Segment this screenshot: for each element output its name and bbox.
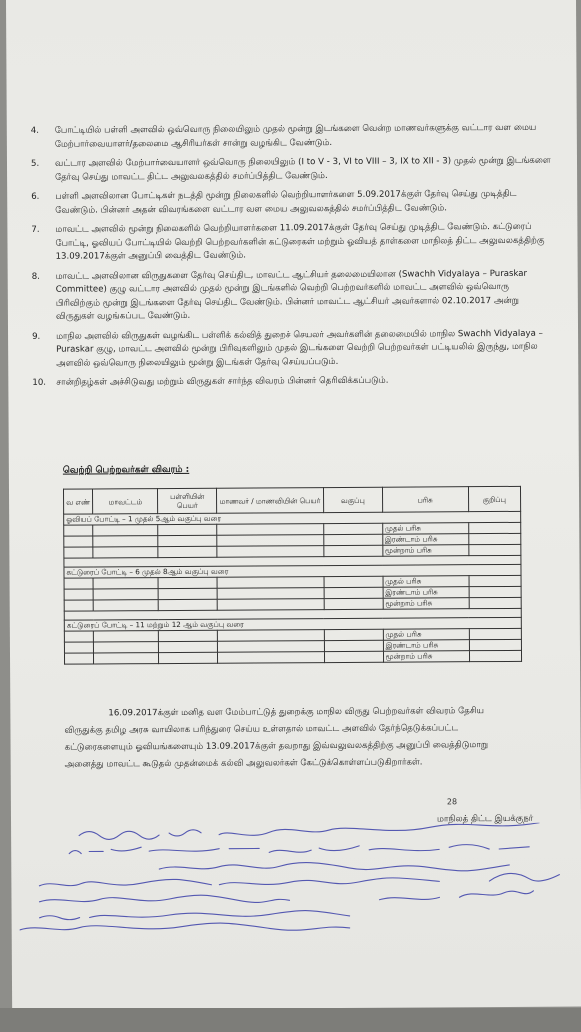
prize-cell: மூன்றாம் பரிசு [383, 651, 469, 663]
section-title: கட்டுரைப் போட்டி – 6 முதல் 8ஆம் வகுப்பு வரை [64, 564, 521, 578]
list-item [31, 155, 551, 185]
column-header: மாணவர் / மாணவியின் பெயர் [217, 488, 324, 514]
closing-paragraph: 16.09.2017க்குள் மனித வள மேம்பாட்டுத் துறைக்கு மாநில விருது பெற்றவர்கள் விவரம் தேசிய விருதுக்கு தமிழ அரசு வாயிலாக பரிந்துரை செய்ய உள்ளதால் மாவட்ட அளவில் தேர்ந்தெடுக்கப்பட்ட கட்டுரைகளையும் ஓவியங்களையும் 13.09.2017க்குள் தவறாது இவ்வலுவலகத்திற்கு அனுப்பி வைத்திடுமாறு அனைத்து மாவட்ட கூடுதல் முதன்மைக் கல்வி அலுவலர்கள் கேட்டுக்கொள்ளப்படுகிறார்கள். [64, 706, 489, 770]
item-number: 8. [31, 271, 40, 282]
initial-mark: 28 [446, 797, 458, 807]
list-item [31, 221, 551, 265]
item-text: மாநில அளவில் விருதுகள் வழங்கிட பள்ளிக் கல்வித் துறைச் செயலர் அவர்களின் தலைமையில் மாநில Swachh Vidyalaya – Puraskar குழு, மாவட்ட அளவில் மூன்று பிரிவுகளிலும் முதல் இடங்களை வெற்றி பெற்றவர்கள் பட்டியலில் இருந்து, மாநில அளவில் ஒவ்வொரு நிலையிலும் மூன்று இடங்கள் தேர்வு செய்யப்படும். [56, 328, 543, 369]
background-edge [0, 1008, 581, 1032]
list-item [31, 188, 551, 218]
item-text: மாவட்ட அளவில் மூன்று நிலைகளில் வெற்றியாளர்களை 11.09.2017க்குள் தேர்வு செய்து முடித்திட வேண்டும். கட்டுரைப் போட்டி, ஓவியப் போட்டியில் வெற்றி பெற்றவர்களின் கட்டுரைகள் மற்றும் ஓவியத் தாள்களை மாநிலத் திட்ட அலுவலகத்திற்கு 13.09.2017க்குள் அனுப்பி வைத்திட வேண்டும். [55, 221, 545, 262]
prize-cell: இரண்டாம் பரிசு [383, 640, 469, 652]
list-item [32, 267, 552, 324]
handwritten-endorsement [19, 823, 580, 936]
column-header: குறிப்பு [468, 486, 521, 511]
column-header: பரிசு [382, 487, 468, 513]
winners-table [63, 486, 522, 665]
item-number: 6. [31, 191, 40, 202]
prize-cell: இரண்டாம் பரிசு [382, 534, 468, 546]
item-number: 4. [30, 125, 40, 136]
table-row [64, 650, 521, 664]
table-header-row [63, 486, 520, 514]
document-page [6, 0, 581, 1010]
prize-cell: இரண்டாம் பரிசு [383, 587, 469, 599]
column-header: பள்ளியின் பெயர் [158, 488, 217, 513]
instruction-list [31, 122, 553, 397]
item-text: சான்றிதழ்கள் அச்சிடுவது மற்றும் விருதுகள் சார்ந்த விவரம் பின்னர் தெரிவிக்கப்படும். [56, 375, 389, 388]
list-item [32, 374, 552, 391]
signatory-title: மாநிலத் திட்ட இயக்குநர் [436, 813, 534, 825]
prize-cell: மூன்றாம் பரிசு [383, 598, 469, 610]
prize-cell: மூன்றாம் பரிசு [382, 545, 468, 557]
column-header: மாவட்டம் [93, 489, 158, 514]
item-number: 9. [32, 331, 41, 342]
item-number: 10. [32, 377, 47, 388]
winners-heading: வெற்றி பெற்றவர்கள் விவரம் : [62, 464, 190, 476]
item-number: 7. [31, 224, 40, 235]
item-text: பள்ளி அளவிலான போட்டிகள் நடத்தி மூன்று நிலைகளில் வெற்றியாளர்களை 5.09.2017க்குள் தேர்வு செய்து முடித்திட வேண்டும். பின்னர் அதன் விவரங்களை வட்டார வள மைய அலுவலகத்தில் சமர்ப்பித்திட வேண்டும். [55, 188, 517, 216]
prize-cell: முதல் பரிசு [383, 576, 469, 588]
column-header: வகுப்பு [323, 487, 382, 512]
item-text: மாவட்ட அளவிலான விருதுகளை தேர்வு செய்திட, மாவட்ட ஆட்சியர் தலைமையிலான (Swachh Vidyalaya – Puraskar Committee) குழு வட்டார அளவில் முதல் மூன்று இடங்களில் வெற்றி பெற்றவர்களில் மாவட்ட அளவில் ஒவ்வொரு பிரிவிற்கும் மூன்று இடங்களை தேர்வு செய்திட வேண்டும். பின்னர் மாவட்ட ஆட்சியர் அவர்களால் 02.10.2017 அன்று விருதுகள் வழங்கப்பட வேண்டும். [55, 268, 528, 322]
item-text: வட்டார அளவில் மேற்பார்வையாளர் ஒவ்வொரு நிலையிலும் (I to V - 3, VI to VIII – 3, IX to XII - 3) முதல் மூன்று இடங்களை தேர்வு செய்து மாவட்ட திட்ட அலுவலகத்தில் சமர்ப்பித்திட வேண்டும். [54, 155, 551, 183]
list-item [31, 122, 551, 152]
section-title: கட்டுரைப் போட்டி – 11 மற்றும் 12 ஆம் வகுப்பு வரை [64, 617, 521, 631]
list-item [32, 327, 552, 371]
item-text: போட்டியில் பள்ளி அளவில் ஒவ்வொரு நிலையிலும் முதல் மூன்று இடங்களை வென்ற மாணவர்களுக்கு வட்டார வள மைய மேற்பார்வையாளர்/தலைமை ஆசிரியர்கள் சான்று வழங்கிட வேண்டும். [54, 122, 537, 150]
column-header: வ எண் [63, 489, 92, 514]
prize-cell: முதல் பரிசு [383, 629, 469, 641]
section-title: ஓவியப் போட்டி – 1 முதல் 5ஆம் வகுப்பு வரை [64, 511, 521, 525]
prize-cell: முதல் பரிசு [382, 523, 468, 535]
item-number: 5. [30, 158, 40, 169]
